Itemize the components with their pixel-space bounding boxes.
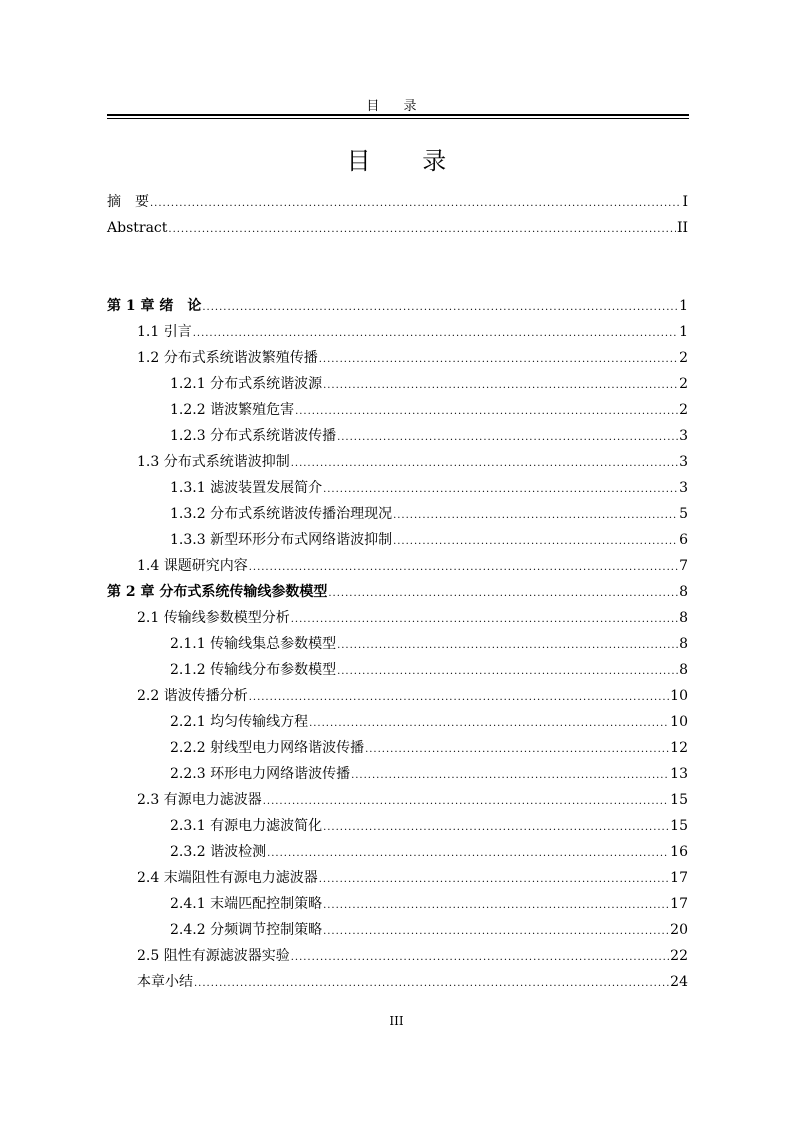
- toc-entry-label: 1.3.3 新型环形分布式网络谐波抑制: [170, 532, 393, 548]
- toc-entry-page: 16: [670, 844, 688, 860]
- toc-entry[interactable]: [170, 400, 688, 420]
- toc-leader-dots: [351, 766, 669, 786]
- toc-entry-page: 1: [679, 324, 688, 340]
- toc-entry-page: 5: [679, 506, 688, 522]
- toc-entry-label: 2.2.2 射线型电力网络谐波传播: [170, 740, 365, 756]
- toc-entry-page: 2: [679, 350, 688, 366]
- toc-entry-page: 2: [679, 402, 688, 418]
- toc-entry-page: 15: [670, 818, 688, 834]
- toc-entry[interactable]: [137, 608, 688, 628]
- toc-leader-dots: [393, 532, 678, 552]
- toc-leader-dots: [319, 350, 678, 370]
- toc-leader-dots: [263, 792, 669, 812]
- toc-entry[interactable]: [107, 582, 688, 602]
- toc-entry-page: 3: [679, 454, 688, 470]
- toc-leader-dots: [150, 194, 681, 214]
- toc-entry-page: II: [676, 220, 688, 236]
- toc-entry-label: 2.2.1 均匀传输线方程: [170, 714, 309, 730]
- toc-entry[interactable]: [170, 712, 688, 732]
- toc-entry[interactable]: [170, 374, 688, 394]
- toc-entry[interactable]: [137, 556, 688, 576]
- toc-entry-page: 8: [679, 636, 688, 652]
- toc-entry-label: 1.3.2 分布式系统谐波传播治理现况: [170, 506, 393, 522]
- toc-leader-dots: [337, 428, 678, 448]
- toc-entry[interactable]: [170, 842, 688, 862]
- toc-entry-page: 10: [670, 688, 688, 704]
- toc-entry[interactable]: [170, 764, 688, 784]
- toc-entry-label: 2.2 谐波传播分析: [137, 688, 248, 704]
- toc-entry[interactable]: [137, 348, 688, 368]
- page-title: 目 录: [346, 147, 469, 175]
- toc-entry[interactable]: [170, 478, 688, 498]
- toc-entry-page: 8: [679, 610, 688, 626]
- toc-entry-page: 2: [679, 376, 688, 392]
- toc-entry-label: 1.2.1 分布式系统谐波源: [170, 376, 323, 392]
- toc-entry-page: 3: [679, 480, 688, 496]
- toc-leader-dots: [323, 818, 669, 838]
- toc-entry-label: 1.2.3 分布式系统谐波传播: [170, 428, 337, 444]
- toc-entry-label: 1.2.2 谐波繁殖危害: [170, 402, 295, 418]
- toc-entry[interactable]: [170, 738, 688, 758]
- toc-entry[interactable]: [170, 426, 688, 446]
- toc-entry[interactable]: [137, 868, 688, 888]
- toc-entry-page: 8: [679, 584, 688, 600]
- toc-entry-label: 2.2.3 环形电力网络谐波传播: [170, 766, 351, 782]
- toc-leader-dots: [393, 506, 678, 526]
- toc-entry-page: 24: [670, 974, 688, 990]
- toc-entry-label: 2.1 传输线参数模型分析: [137, 610, 290, 626]
- toc-leader-dots: [319, 870, 669, 890]
- toc-leader-dots: [365, 740, 669, 760]
- toc-leader-dots: [202, 298, 678, 318]
- toc-leader-dots: [291, 948, 669, 968]
- toc-entry[interactable]: [137, 322, 688, 342]
- toc-entry-label: 1.3.1 滤波装置发展简介: [170, 480, 323, 496]
- toc-entry-page: 3: [679, 428, 688, 444]
- toc-entry-page: 7: [679, 558, 688, 574]
- toc-entry[interactable]: [170, 920, 688, 940]
- toc-entry[interactable]: [137, 946, 688, 966]
- toc-entry-label: 2.3 有源电力滤波器: [137, 792, 262, 808]
- toc-leader-dots: [295, 402, 678, 422]
- toc-entry[interactable]: [170, 530, 688, 550]
- toc-entry-page: 15: [670, 792, 688, 808]
- toc-entry[interactable]: [137, 972, 688, 992]
- toc-leader-dots: [309, 714, 669, 734]
- toc-entry-label: 2.5 阻性有源滤波器实验: [137, 948, 290, 964]
- toc-entry[interactable]: [170, 816, 688, 836]
- toc-entry-label: 摘 要: [107, 194, 149, 210]
- toc-entry-label: 2.4.1 末端匹配控制策略: [170, 896, 323, 912]
- toc-leader-dots: [249, 688, 669, 708]
- toc-entry-label: 2.1.1 传输线集总参数模型: [170, 636, 337, 652]
- toc-entry-label: 第 2 章 分布式系统传输线参数模型: [107, 584, 328, 600]
- toc-leader-dots: [168, 220, 676, 240]
- toc-leader-dots: [328, 584, 678, 604]
- toc-entry-page: I: [682, 194, 688, 210]
- toc-entry-page: 1: [679, 298, 688, 314]
- toc-entry[interactable]: [170, 504, 688, 524]
- toc-entry-label: 2.1.2 传输线分布参数模型: [170, 662, 337, 678]
- toc-entry[interactable]: [137, 686, 688, 706]
- toc-entry[interactable]: [137, 790, 688, 810]
- toc-entry-page: 17: [670, 896, 688, 912]
- toc-entry[interactable]: [170, 894, 688, 914]
- toc-entry-page: 6: [679, 532, 688, 548]
- toc-leader-dots: [337, 662, 678, 682]
- toc-entry[interactable]: [107, 296, 688, 316]
- toc-entry-page: 13: [670, 766, 688, 782]
- toc-entry-page: 20: [670, 922, 688, 938]
- toc-entry-label: 2.3.2 谐波检测: [170, 844, 267, 860]
- toc-leader-dots: [323, 480, 678, 500]
- toc-entry-label: 2.4.2 分频调节控制策略: [170, 922, 323, 938]
- toc-entry[interactable]: [170, 660, 688, 680]
- toc-leader-dots: [193, 324, 678, 344]
- toc-entry-page: 12: [670, 740, 688, 756]
- toc-leader-dots: [267, 844, 669, 864]
- running-header: 目 录: [366, 99, 427, 114]
- toc-entry-label: Abstract: [107, 220, 168, 236]
- toc-leader-dots: [337, 636, 678, 656]
- toc-entry-page: 10: [670, 714, 688, 730]
- toc-entry-label: 1.4 课题研究内容: [137, 558, 248, 574]
- toc-leader-dots: [323, 922, 669, 942]
- toc-entry-label: 1.2 分布式系统谐波繁殖传播: [137, 350, 318, 366]
- toc-entry-page: 8: [679, 662, 688, 678]
- toc-entry-label: 第 1 章 绪 论: [107, 298, 202, 314]
- toc-leader-dots: [291, 610, 678, 630]
- toc-leader-dots: [291, 454, 678, 474]
- toc-entry[interactable]: [137, 452, 688, 472]
- toc-entry-label: 2.3.1 有源电力滤波简化: [170, 818, 323, 834]
- toc-entry-page: 17: [670, 870, 688, 886]
- toc-entry-label: 本章小结: [137, 974, 193, 990]
- page-number: III: [389, 1014, 404, 1028]
- toc-entry-label: 1.3 分布式系统谐波抑制: [137, 454, 290, 470]
- toc-leader-dots: [323, 896, 669, 916]
- toc-entry-page: 22: [670, 948, 688, 964]
- toc-leader-dots: [194, 974, 669, 994]
- toc-leader-dots: [323, 376, 678, 396]
- toc-entry[interactable]: [170, 634, 688, 654]
- toc-entry[interactable]: [107, 192, 688, 212]
- toc-entry[interactable]: [107, 218, 688, 238]
- toc-entry-label: 2.4 末端阻性有源电力滤波器: [137, 870, 318, 886]
- toc-entry-label: 1.1 引言: [137, 324, 192, 340]
- toc-leader-dots: [249, 558, 678, 578]
